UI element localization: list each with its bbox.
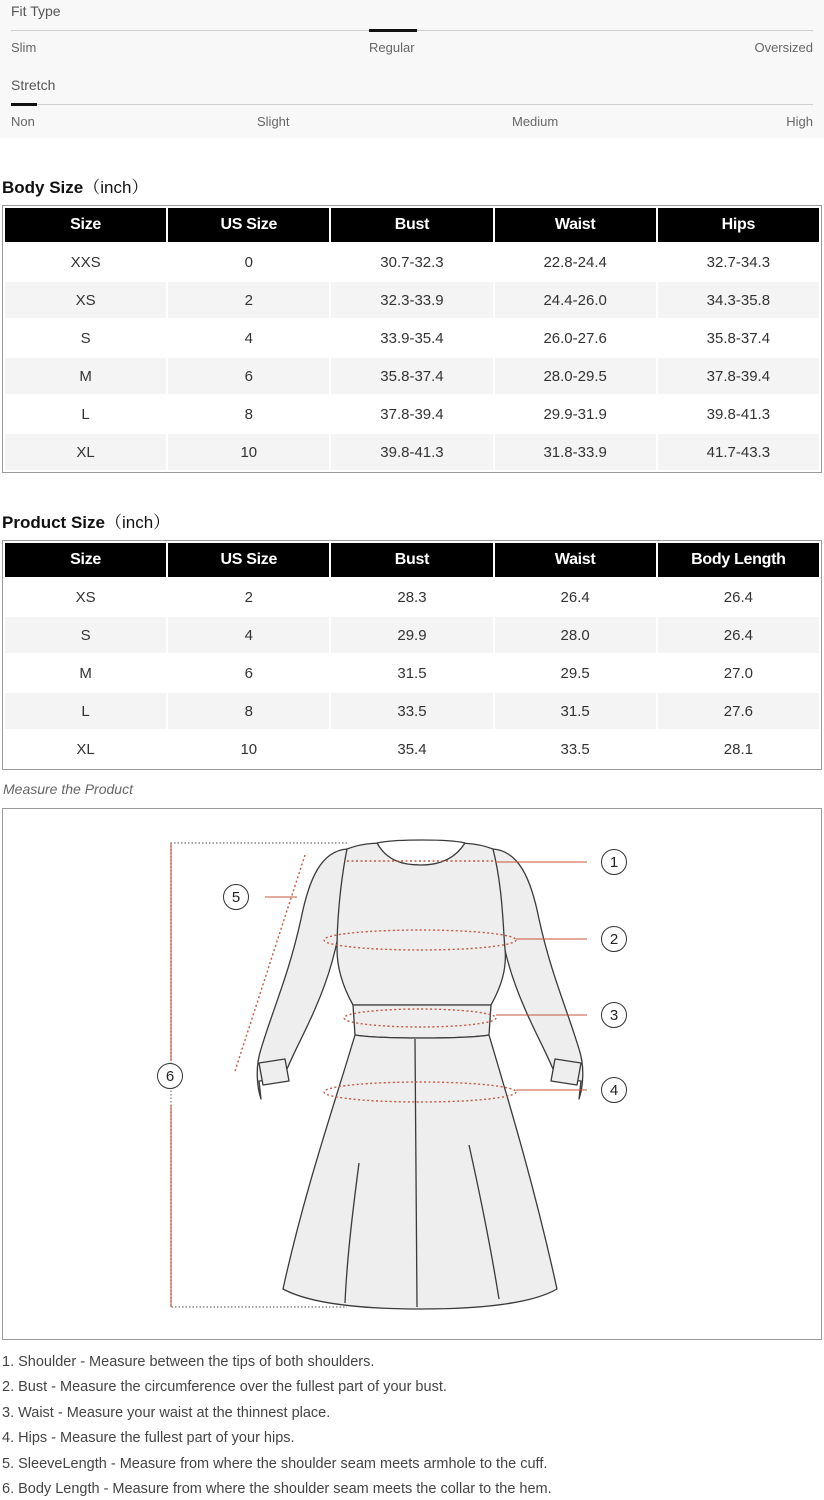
table-row [5,617,819,653]
table-row [5,396,819,432]
table-cell: 33.9-35.4 [380,329,444,347]
stretch-scale [11,74,813,134]
table-cell: 31.5 [397,664,427,682]
note-sleeve-length: 5. SleeveLength - Measure from where the shoulder seam meets armhole to the cuff. [2,1455,548,1472]
marker-3: 3 [609,1007,619,1024]
fit-type-title: Fit Type [11,3,61,19]
table-row [5,693,819,729]
table-cell: 34.3-35.8 [658,282,819,318]
marker-5: 5 [231,889,241,906]
table-cell: 28.0 [495,617,656,653]
fit-type-marker [369,29,417,32]
left-cuff-shape [259,1059,289,1085]
note-hips: 4. Hips - Measure the fullest part of your hips. [2,1430,295,1447]
product-size-header-size: Size [5,543,166,577]
table-cell: M [5,358,166,394]
table-cell: XL [5,434,166,470]
table-cell: 35.8-37.4 [331,358,492,394]
product-size-unit: （inch） [104,513,171,532]
right-cuff-shape [551,1059,581,1085]
table-row [5,434,819,470]
product-size-header-bust: Bust [331,543,492,577]
body-size-header-row [5,208,819,242]
table-cell: 6 [168,358,329,394]
table-cell: 39.8-41.3 [331,434,492,470]
skirt-shape [283,1035,557,1309]
product-size-header-row [5,543,819,577]
table-row [5,320,819,356]
measurement-notes [2,1352,820,1500]
stretch-label-medium: Medium [512,114,559,129]
table-cell: 10 [168,434,329,470]
measurement-diagram [2,808,822,1340]
table-cell: 32.3-33.9 [331,282,492,318]
body-size-table [2,205,822,473]
table-cell: 26.4 [560,588,590,606]
table-cell: XS [75,588,96,606]
note-bust: 2. Bust - Measure the circumference over the fullest part of your bust. [2,1379,447,1396]
diagram-caption: Measure the Product [3,781,133,797]
table-cell: 41.7-43.3 [658,434,819,470]
table-cell: S [80,329,91,347]
marker-6: 6 [165,1068,175,1085]
fit-type-scale [11,0,813,60]
table-row [5,579,819,615]
table-row [5,731,819,767]
table-cell: 29.5 [560,664,590,682]
table-cell: 37.8-39.4 [380,405,444,423]
table-cell: 2 [168,282,329,318]
fit-type-label-oversized: Oversized [754,40,813,55]
body-size-header-hips: Hips [658,208,819,242]
table-cell: 33.5 [560,740,590,758]
table-cell: XL [76,740,95,758]
dress-diagram-svg [3,809,821,1339]
stretch-label-slight: Slight [257,114,290,129]
table-cell: 6 [244,664,253,682]
product-size-title-text: Product Size [2,513,105,532]
body-size-header-us-size: US Size [168,208,329,242]
table-cell: 2 [244,588,253,606]
stretch-label-high: High [786,114,813,129]
product-size-header-body-length: Body Length [658,543,819,577]
table-cell: 29.9 [331,617,492,653]
table-cell: 28.3 [397,588,427,606]
product-size-header-waist: Waist [495,543,656,577]
stretch-title: Stretch [11,77,56,93]
table-cell: L [5,693,166,729]
table-cell: 35.8-37.4 [706,329,771,347]
dress-illustration [257,840,583,1309]
table-cell: 32.7-34.3 [706,253,771,271]
table-cell: 31.8-33.9 [495,434,656,470]
table-row [5,282,819,318]
table-cell: 27.6 [658,693,819,729]
table-cell: 8 [244,405,253,423]
table-cell: 31.5 [495,693,656,729]
table-cell: M [79,664,92,682]
marker-2: 2 [609,931,619,948]
marker-4: 4 [609,1082,619,1099]
body-size-title [2,173,148,198]
table-cell: 8 [168,693,329,729]
table-cell: 35.4 [397,740,427,758]
table-cell: XS [5,282,166,318]
table-row [5,244,819,280]
table-row [5,358,819,394]
table-cell: 37.8-39.4 [658,358,819,394]
table-cell: 26.0-27.6 [543,329,607,347]
table-cell: 24.4-26.0 [495,282,656,318]
table-row [5,655,819,691]
table-cell: 39.8-41.3 [706,405,771,423]
stretch-track [11,104,813,105]
table-cell: 22.8-24.4 [543,253,607,271]
table-cell: 29.9-31.9 [543,405,607,423]
bodice-shape [337,843,505,1005]
note-shoulder: 1. Shoulder - Measure between the tips of both shoulders. [2,1354,375,1370]
table-cell: 10 [240,740,258,758]
table-cell: 28.0-29.5 [495,358,656,394]
body-size-title-text: Body Size [2,178,84,197]
body-size-unit: （inch） [83,178,149,197]
table-cell: 4 [244,329,253,347]
table-cell: 26.4 [658,617,819,653]
table-cell: S [5,617,166,653]
table-cell: 4 [168,617,329,653]
stretch-marker [11,103,37,106]
table-cell: 33.5 [331,693,492,729]
product-size-table [2,540,822,770]
fit-panel [0,0,824,138]
table-cell: 30.7-32.3 [380,253,444,271]
body-size-header-waist: Waist [495,208,656,242]
table-cell: 0 [244,253,253,271]
waistband-shape [353,1005,491,1038]
product-size-header-us-size: US Size [168,543,329,577]
table-cell: L [81,405,90,423]
fit-type-label-slim: Slim [11,40,37,55]
stretch-label-non: Non [11,114,35,129]
note-body-length: 6. Body Length - Measure from where the shoulder seam meets the collar to the hem. [2,1480,552,1497]
fit-type-label-regular: Regular [369,40,415,55]
table-cell: 26.4 [723,588,753,606]
table-cell: XXS [70,253,101,271]
marker-1: 1 [609,854,619,871]
body-size-header-bust: Bust [331,208,492,242]
product-size-title [2,508,170,533]
table-cell: 28.1 [723,740,753,758]
table-cell: 27.0 [723,664,753,682]
body-size-header-size: Size [5,208,166,242]
note-waist: 3. Waist - Measure your waist at the thinnest place. [2,1404,331,1421]
